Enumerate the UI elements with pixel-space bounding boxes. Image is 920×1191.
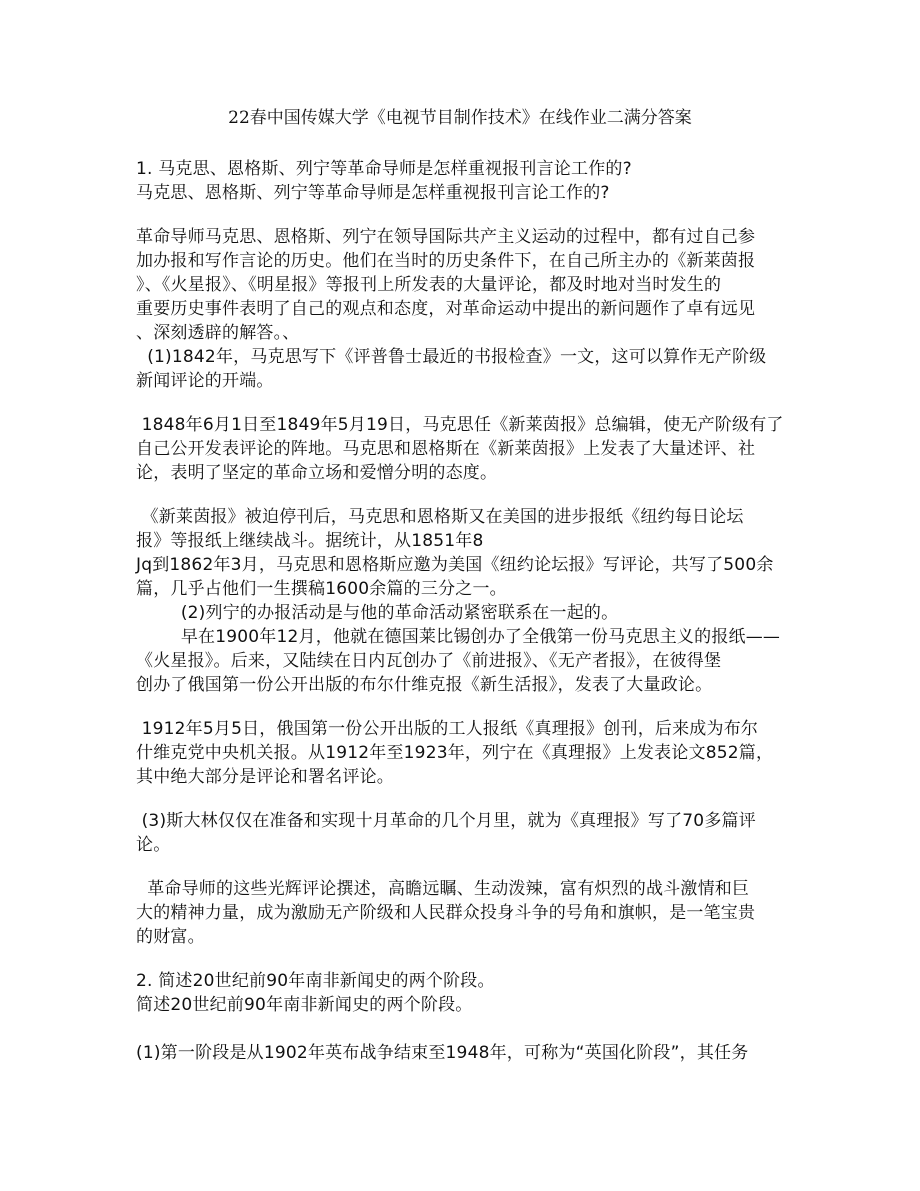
answer-1-line: 创办了俄国第一份公开出版的布尔什维克报《新生活报》，发表了大量政论。 [136,675,713,695]
answer-1-line: 论。 [136,835,171,855]
answer-1-line: 报》等报纸上继续战斗。据统计，从1851年8 [136,531,484,551]
answer-1-line: (2)列宁的办报活动是与他的革命活动紧密联系在一起的。 [136,603,619,623]
answer-1-line: 革命导师的这些光辉评论撰述，高瞻远瞩、生动泼辣，富有炽烈的战斗激情和巨 [136,879,750,899]
question-2-restated: 简述20世纪前90年南非新闻史的两个阶段。 [136,995,473,1015]
answer-1-line: (3)斯大林仅仅在准备和实现十月革命的几个月里，就为《真理报》写了70多篇评 [136,811,756,831]
answer-1-line: (1)1842年，马克思写下《评普鲁士最近的书报检查》一文，这可以算作无产阶级 [136,347,767,367]
question-2-heading: 2. 简述20世纪前90年南非新闻史的两个阶段。 [136,971,495,991]
answer-1-line: 篇，几乎占他们一生撰稿1600余篇的三分之一。 [136,579,507,599]
answer-1-line: 其中绝大部分是评论和署名评论。 [136,767,394,787]
answer-1-line: 》、《火星报》、《明星报》等报刊上所发表的大量评论，都及时地对当时发生的 [136,275,722,295]
answer-1-line: 革命导师马克思、恩格斯、列宁在领导国际共产主义运动的过程中，都有过自己参 [136,227,756,247]
answer-1-line: 1912年5月5日，俄国第一份公开出版的工人报纸《真理报》创刊，后来成为布尔 [136,719,759,739]
answer-1-line: 早在1900年12月，他就在德国莱比锡创办了全俄第一份马克思主义的报纸—— [136,627,781,647]
answer-1-line: 大的精神力量，成为激励无产阶级和人民群众投身斗争的号角和旗帜，是一笔宝贵 [136,903,756,923]
answer-1-line: 新闻评论的开端。 [136,371,274,391]
answer-1-line: 重要历史事件表明了自己的观点和态度，对革命运动中提出的新问题作了卓有远见 [136,299,756,319]
answer-1-line: 论，表明了坚定的革命立场和爱憎分明的态度。 [136,463,498,483]
answer-1-line: Jq到1862年3月，马克思和恩格斯应邀为美国《纽约论坛报》写评论，共写了500余 [136,555,774,575]
answer-1-line: 自己公开发表评论的阵地。马克思和恩格斯在《新莱茵报》上发表了大量述评、社 [136,439,756,459]
answer-2-line: (1)第一阶段是从1902年英布战争结束至1948年，可称为“英国化阶段”，其任务 [136,1043,749,1063]
answer-1-line: 什维克党中央机关报。从1912年至1923年，列宁在《真理报》上发表论文852篇， [136,743,774,763]
answer-1-line: 1848年6月1日至1849年5月19日，马克思任《新莱茵报》总编辑，使无产阶级有了 [136,415,784,435]
question-1-restated: 马克思、恩格斯、列宁等革命导师是怎样重视报刊言论工作的? [136,183,610,203]
answer-1-line: 《火星报》。后来，又陆续在日内瓦创办了《前进报》、《无产者报》，在彼得堡 [136,651,722,671]
answer-1-line: 加办报和写作言论的历史。他们在当时的历史条件下，在自己所主办的《新莱茵报 [136,251,756,271]
document-title: 22春中国传媒大学《电视节目制作技术》在线作业二满分答案 [228,108,692,128]
answer-1-line: 、深刻透辟的解答。、 [136,323,300,343]
question-1-heading: 1. 马克思、恩格斯、列宁等革命导师是怎样重视报刊言论工作的? [136,159,632,179]
answer-1-line: 的财富。 [136,927,205,947]
answer-1-line: 《新莱茵报》被迫停刊后，马克思和恩格斯又在美国的进步报纸《纽约每日论坛 [136,507,744,527]
